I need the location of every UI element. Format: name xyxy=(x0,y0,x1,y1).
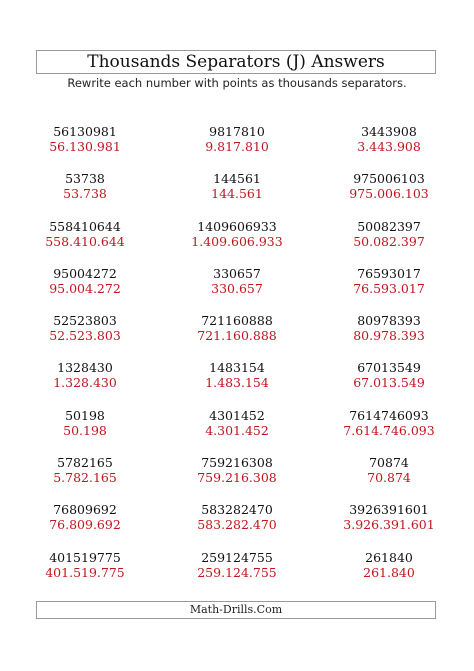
problem-answer: 52.523.803 xyxy=(49,328,121,344)
problem-question: 1409606933 xyxy=(197,218,277,234)
problem-answer: 7.614.746.093 xyxy=(343,422,435,438)
problem-cell xyxy=(10,124,160,155)
problem-cell xyxy=(10,313,160,344)
problem-question: 67013549 xyxy=(357,360,421,376)
problem-question: 5782165 xyxy=(57,455,113,471)
problem-answer: 53.738 xyxy=(63,186,107,202)
problem-cell xyxy=(314,171,464,202)
problem-question: 50198 xyxy=(65,407,105,423)
site-footer: Math-Drills.Com xyxy=(36,601,436,619)
problem-answer: 1.328.430 xyxy=(53,375,117,391)
problem-cell xyxy=(10,219,160,250)
problem-cell xyxy=(10,171,160,202)
problem-answer: 721.160.888 xyxy=(197,328,277,344)
problem-row xyxy=(0,502,474,549)
problem-answer: 67.013.549 xyxy=(353,375,425,391)
problem-question: 261840 xyxy=(365,549,413,565)
problem-answer: 401.519.775 xyxy=(45,564,125,580)
problem-row xyxy=(0,360,474,407)
problem-answer: 3.926.391.601 xyxy=(343,517,435,533)
problem-cell xyxy=(314,313,464,344)
problem-answer: 4.301.452 xyxy=(205,422,269,438)
problem-answer: 144.561 xyxy=(211,186,263,202)
problem-cell xyxy=(162,502,312,533)
problem-answer: 80.978.393 xyxy=(353,328,425,344)
problem-question: 50082397 xyxy=(357,218,421,234)
problem-question: 3443908 xyxy=(361,124,417,139)
problem-answer: 558.410.644 xyxy=(45,233,125,249)
problem-cell xyxy=(162,360,312,391)
problem-cell xyxy=(162,171,312,202)
problem-row xyxy=(0,550,474,597)
problem-cell xyxy=(162,550,312,581)
problem-cell xyxy=(10,360,160,391)
problem-cell xyxy=(162,313,312,344)
problem-answer: 50.198 xyxy=(63,422,107,438)
problem-cell xyxy=(162,266,312,297)
worksheet-title: Thousands Separators (J) Answers xyxy=(36,50,436,74)
problem-answer: 56.130.981 xyxy=(49,139,121,154)
problem-answer: 5.782.165 xyxy=(53,470,117,486)
problem-answer: 583.282.470 xyxy=(197,517,277,533)
problem-question: 9817810 xyxy=(209,124,265,139)
problem-question: 330657 xyxy=(213,265,261,281)
problem-question: 7614746093 xyxy=(349,407,429,423)
problem-cell xyxy=(314,266,464,297)
problem-question: 259124755 xyxy=(201,549,273,565)
problem-cell xyxy=(314,360,464,391)
problem-question: 80978393 xyxy=(357,313,421,329)
problem-cell xyxy=(314,550,464,581)
problem-question: 558410644 xyxy=(49,218,121,234)
problem-answer: 759.216.308 xyxy=(197,470,277,486)
problem-question: 975006103 xyxy=(353,171,425,187)
problem-cell xyxy=(162,219,312,250)
problem-answer: 1.409.606.933 xyxy=(191,233,283,249)
problem-cell xyxy=(314,502,464,533)
problem-question: 53738 xyxy=(65,171,105,187)
problem-answer: 261.840 xyxy=(363,564,415,580)
problem-cell xyxy=(10,408,160,439)
problem-cell xyxy=(162,408,312,439)
problem-question: 1328430 xyxy=(57,360,113,376)
problem-row xyxy=(0,266,474,313)
problem-answer: 95.004.272 xyxy=(49,280,121,296)
problem-answer: 76.593.017 xyxy=(353,280,425,296)
problem-question: 1483154 xyxy=(209,360,265,376)
problem-question: 76593017 xyxy=(357,265,421,281)
problem-question: 4301452 xyxy=(209,407,265,423)
problem-question: 759216308 xyxy=(201,455,273,471)
problem-answer: 975.006.103 xyxy=(349,186,429,202)
problem-answer: 1.483.154 xyxy=(205,375,269,391)
problem-question: 70874 xyxy=(369,455,409,471)
problem-question: 76809692 xyxy=(53,502,117,518)
problem-cell xyxy=(162,455,312,486)
problem-cell xyxy=(10,455,160,486)
problem-cell xyxy=(10,550,160,581)
problem-answer: 50.082.397 xyxy=(353,233,425,249)
problem-cell xyxy=(10,266,160,297)
problem-question: 144561 xyxy=(213,171,261,187)
problem-answer: 9.817.810 xyxy=(205,139,269,154)
problem-row xyxy=(0,455,474,502)
problem-row xyxy=(0,408,474,455)
problem-cell xyxy=(314,455,464,486)
problem-question: 401519775 xyxy=(49,549,121,565)
problem-answer: 70.874 xyxy=(367,470,411,486)
problem-row xyxy=(0,219,474,266)
problem-row xyxy=(0,124,474,171)
worksheet-instructions: Rewrite each number with points as thousands separators. xyxy=(67,76,407,90)
problem-answer: 259.124.755 xyxy=(197,564,277,580)
problem-question: 52523803 xyxy=(53,313,117,329)
problem-cell xyxy=(314,124,464,155)
problem-answer: 76.809.692 xyxy=(49,517,121,533)
problem-grid xyxy=(0,124,474,597)
problem-row xyxy=(0,313,474,360)
problem-question: 56130981 xyxy=(53,124,117,139)
problem-answer: 330.657 xyxy=(211,280,263,296)
problem-question: 95004272 xyxy=(53,265,117,281)
problem-cell xyxy=(314,408,464,439)
problem-cell xyxy=(10,502,160,533)
problem-question: 583282470 xyxy=(201,502,273,518)
problem-cell xyxy=(162,124,312,155)
problem-answer: 3.443.908 xyxy=(357,139,421,154)
problem-question: 721160888 xyxy=(201,313,273,329)
problem-row xyxy=(0,171,474,218)
problem-question: 3926391601 xyxy=(349,502,429,518)
problem-cell xyxy=(314,219,464,250)
